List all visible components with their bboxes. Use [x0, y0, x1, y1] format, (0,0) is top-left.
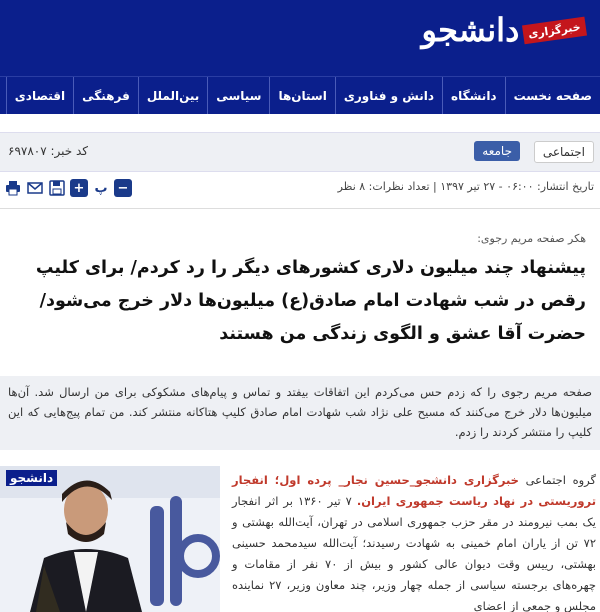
article-image: [0, 466, 220, 612]
article-body: [232, 470, 596, 612]
logo-badge: خبرگزاری: [522, 16, 587, 44]
meta-bar: [0, 174, 600, 204]
zoom-out-icon[interactable]: −: [114, 179, 132, 197]
body-rest: ۷ تیر ۱۳۶۰ بر اثر انفجار یک بمب نیرومند در مقر حزب جمهوری اسلامی در تهران، آیت‌الله بهشتی و ۷۲ تن از یاران امام خمینی به شهادت رسیدند؛ آیت‌الله سیدمحمد حسینی بهشتی، رییس وقت دیوان عالی کشور و بیش از ۷۰ نفر از مقامات و چهره‌های برجسته سیاسی از جمله چهار وزیر، چند معاون وزیر، ۲۷ نماینده مجلس و جمعی از اعضای: [232, 494, 596, 612]
body-intro: گروه اجتماعی: [518, 473, 596, 487]
article-tools: [4, 179, 132, 197]
news-id: کد خبر: ۶۹۷۸۰۷: [8, 144, 89, 158]
article-lead: صفحه مریم رجوی را که زدم حس می‌کردم این اتفاقات بیفتد و تماس و پیام‌های مشکوکی برای من ارسال شد. آن‌ها میلیون‌ها دلار خرج می‌کنند که مسیح علی نژاد شب شهادت امام صادق کلیپ هتاکانه منتشر کند. من تمام پیج‌هایی که این کلیپ را منتشر کردند را زدم.: [8, 385, 592, 439]
nav-item-science[interactable]: دانش و فناوری: [335, 77, 442, 115]
divider: [0, 208, 600, 209]
logo-text: دانشجو: [421, 11, 520, 49]
nav-item-economy[interactable]: اقتصادی: [6, 77, 73, 115]
zoom-in-icon[interactable]: +: [70, 179, 88, 197]
nav-item-international[interactable]: بین‌الملل: [138, 77, 207, 115]
nav-item-home[interactable]: صفحه نخست: [505, 77, 600, 115]
article-supertitle: هکر صفحه مریم رجوی:: [477, 232, 586, 245]
meta-separator: |: [429, 180, 437, 193]
print-icon[interactable]: [4, 179, 22, 197]
save-icon[interactable]: [48, 179, 66, 197]
header-spacer: [0, 114, 600, 128]
article-title: پیشنهاد چند میلیون دلاری کشورهای دیگر را رد کردم/ برای کلیپ رقص در شب شهادت امام صادق(ع) میلیون‌ها دلار خرج می‌شود/ حضرت آقا عشق و الگوی زندگی من هستند: [35, 258, 586, 344]
category-tag-society[interactable]: جامعه: [474, 141, 520, 161]
site-logo[interactable]: [422, 8, 586, 52]
category-bar: [0, 132, 600, 172]
comment-count: تعداد نظرات: ۸ نظر: [337, 180, 430, 193]
site-header: [0, 0, 600, 76]
publish-info: [338, 180, 594, 193]
main-nav: [0, 76, 600, 115]
font-size-icon[interactable]: پ: [94, 180, 108, 196]
nav-item-provinces[interactable]: استان‌ها: [269, 77, 334, 115]
nav-item-politics[interactable]: سیاسی: [207, 77, 269, 115]
nav-item-social[interactable]: [0, 77, 6, 115]
nav-item-culture[interactable]: فرهنگی: [73, 77, 138, 115]
nav-item-university[interactable]: دانشگاه: [442, 77, 505, 115]
article-lead-box: [0, 376, 600, 450]
body-highlight: خبرگزاری دانشجو_حسین نجار_ پرده اول؛ انفجار تروریستی در نهاد ریاست جمهوری ایران.: [232, 473, 597, 508]
image-watermark: دانشجو: [6, 470, 57, 486]
publish-date: تاریخ انتشار: ۰۶:۰۰ - ۲۷ تیر ۱۳۹۷: [440, 180, 594, 193]
mail-icon[interactable]: [26, 179, 44, 197]
category-tag-social[interactable]: اجتماعی: [534, 141, 594, 163]
